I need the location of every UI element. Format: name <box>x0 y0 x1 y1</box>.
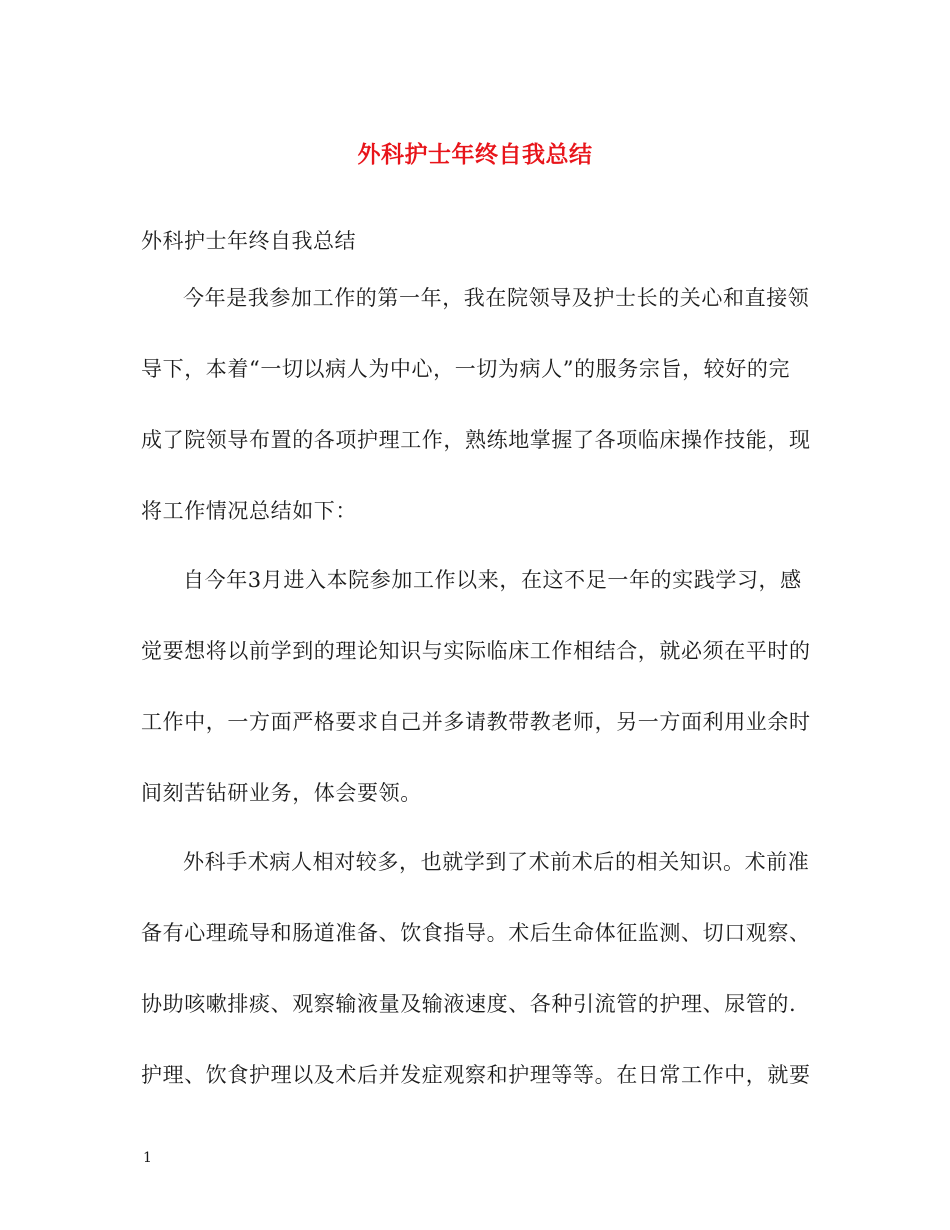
paragraph-line: 导下，本着“一切以病人为中心，一切为病人”的服务宗旨，较好的完 <box>141 357 791 381</box>
paragraph-line: 今年是我参加工作的第一年，我在院领导及护士长的关心和直接领 <box>183 286 810 310</box>
document-subtitle: 外科护士年终自我总结 <box>141 229 356 253</box>
paragraph-line: 自今年3月进入本院参加工作以来，在这不足一年的实践学习，感 <box>183 568 802 592</box>
page-title: 外科护士年终自我总结 <box>357 141 593 168</box>
paragraph-line: 外科手术病人相对较多，也就学到了术前术后的相关知识。术前准 <box>183 850 810 874</box>
paragraph-line: 工作中，一方面严格要求自己并多请教带教老师，另一方面利用业余时 <box>141 710 811 734</box>
paragraph-line: 备有心理疏导和肠道准备、饮食指导。术后生命体征监测、切口观察、 <box>141 921 811 945</box>
paragraph-line: 协助咳嗽排痰、观察输液量及输液速度、各种引流管的护理、尿管的. <box>141 992 797 1016</box>
paragraph-line: 成了院领导布置的各项护理工作，熟练地掌握了各项临床操作技能，现 <box>141 428 811 452</box>
paragraph-line: 将工作情况总结如下： <box>141 499 357 523</box>
paragraph-line: 觉要想将以前学到的理论知识与实际临床工作相结合，就必须在平时的 <box>141 639 811 663</box>
paragraph-line: 间刻苦钻研业务，体会要领。 <box>141 781 422 805</box>
paragraph-line: 护理、饮食护理以及术后并发症观察和护理等等。在日常工作中，就要 <box>141 1063 811 1087</box>
page-number: 1 <box>143 1150 152 1166</box>
